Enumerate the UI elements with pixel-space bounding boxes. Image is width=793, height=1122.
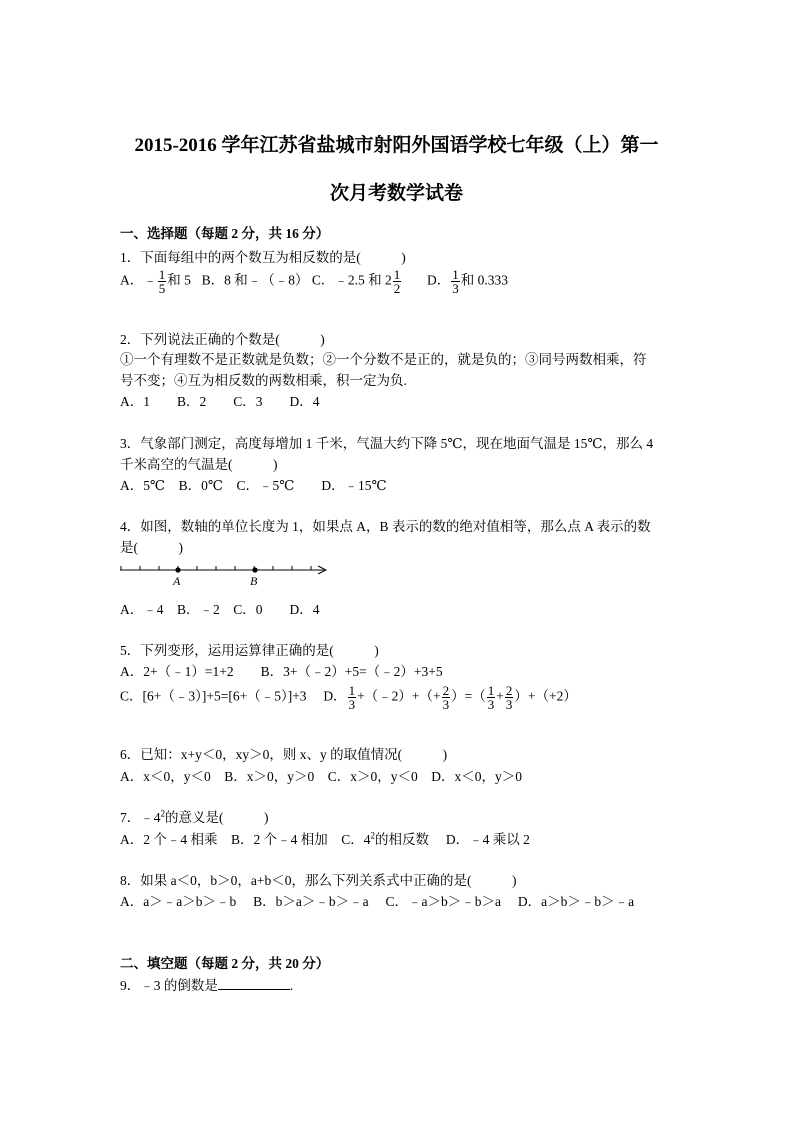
q1-option-d-suffix: 和 0.333 [460,272,509,288]
q7-stem-prefix: 7．﹣4 [120,810,161,825]
q5-options-ab: A．2+（﹣1）=1+2 B．3+（﹣2）+5=（﹣2）+3+5 [120,664,443,679]
point-a-dot [175,567,180,572]
q5-option-d-suffix: ）+（+2） [514,688,577,704]
q1-option-a-fraction [158,268,167,295]
fraction-numerator: 2 [505,683,513,698]
q1-option-c-prefix: C．﹣2.5 和 2 [311,272,392,288]
q2-statements-line-1: ①一个有理数不是正数就是负数；②一个分数不是正的，就是负的；③同号两数相乘，符 [120,352,647,367]
q5-option-d-prefix: D． [323,688,347,704]
fraction-denominator: 3 [452,281,459,296]
fraction-denominator: 3 [442,697,450,712]
number-line-figure [118,560,338,590]
q9-answer-blank[interactable] [218,977,290,990]
q9-stem-end: . [289,978,294,993]
q1-option-a-suffix: 和 5 [167,272,191,288]
q4-options: A．﹣4 B．﹣2 C．0 D．4 [120,602,320,617]
q5-option-d-mid-2: ）=（ [451,688,486,704]
title-line-1: 2015-2016 学年江苏省盐城市射阳外国语学校七年级（上）第一 [134,135,659,156]
q5-option-d-mid-1: +（﹣2）+（+ [357,688,441,704]
point-a-label: A [173,574,181,588]
fraction-denominator: 3 [505,697,513,712]
q9-stem-text: 9．﹣3 的倒数是 [120,978,218,993]
q1-option-a-prefix: A．﹣ [120,272,157,288]
q1-option-d-prefix: D． [427,272,451,288]
q1-option-d-fraction [451,268,460,295]
fraction-numerator: 1 [393,267,401,282]
fraction-numerator: 1 [348,683,356,698]
q5-option-d-plus: + [496,688,504,704]
q2-stem: 2．下列说法正确的个数是( ) [120,332,325,347]
q9-stem [120,974,293,994]
q1-option-b: B．8 和﹣（﹣8） [201,272,309,288]
fraction-denominator: 5 [158,281,166,296]
q2-statements-line-2: 号不变；④互为相反数的两数相乘，积一定为负. [120,373,407,388]
q6-options: A．x＜0，y＜0 B．x＞0，y＞0 C．x＞0，y＜0 D．x＜0，y＞0 [120,769,523,784]
point-b-dot [252,567,257,572]
fraction-denominator: 3 [348,697,356,712]
fraction-denominator: 2 [393,281,401,296]
q7-stem-suffix: 的意义是( ) [165,810,269,825]
q7-options-exponent: 2 [370,830,376,841]
q2-options: A．1 B．2 C．3 D．4 [120,394,320,409]
q7-options-prefix: A．2 个﹣4 相乘 B．2 个﹣4 相加 C．4 [120,832,371,847]
q7-stem-exponent: 2 [160,808,165,819]
point-b-label: B [250,574,258,588]
q5-stem: 5．下列变形，运用运算律正确的是( ) [120,643,379,658]
q4-stem-line-2: 是( ) [120,540,183,555]
q1-option-c-fraction [393,268,402,295]
q1-options [120,268,508,295]
q7-options-suffix: 的相反数 D．﹣4 乘以 2 [375,832,530,847]
fraction-numerator: 1 [487,683,495,698]
q6-stem: 6．已知：x+y＜0，xy＞0，则 x、y 的取值情况( ) [120,747,448,762]
number-line-ticks [121,566,311,570]
section2-heading: 二、填空题（每题 2 分，共 20 分） [120,956,330,971]
q5-fraction-4 [505,684,514,711]
q3-stem-line-1: 3．气象部门测定，高度每增加 1 千米，气温大约下降 5℃，现在地面气温是 15℃，那么 4 [120,436,654,451]
q3-stem-line-2: 千米高空的气温是( ) [120,457,278,472]
q3-options: A．5℃ B．0℃ C．﹣5℃ D．﹣15℃ [120,478,387,493]
fraction-numerator: 2 [442,683,450,698]
q8-stem: 8．如果 a＜0，b＞0，a+b＜0，那么下列关系式中正确的是( ) [120,873,517,888]
q5-option-c: C．[6+（﹣3）]+5=[6+（﹣5）]+3 [120,688,307,704]
q1-stem: 1．下面每组中的两个数互为相反数的是( ) [120,250,406,265]
q7-options [120,828,530,848]
fraction-numerator: 1 [452,267,459,282]
q7-stem [120,806,269,826]
q5-fraction-3 [487,684,496,711]
q5-fraction-1 [348,684,357,711]
fraction-numerator: 1 [158,267,166,282]
section1-heading: 一、选择题（每题 2 分，共 16 分） [120,226,330,241]
q5-options-cd [120,684,577,711]
q8-options: A．a＞﹣a＞b＞﹣b B．b＞a＞﹣b＞﹣a C．﹣a＞b＞﹣b＞a D．a＞b＞﹣b＞﹣a [120,894,635,909]
fraction-denominator: 3 [487,697,495,712]
title-line-2: 次月考数学试卷 [329,183,463,204]
q4-stem-line-1: 4．如图，数轴的单位长度为 1，如果点 A，B 表示的数的绝对值相等，那么点 A 表示的数 [120,519,651,534]
q5-fraction-2 [442,684,451,711]
